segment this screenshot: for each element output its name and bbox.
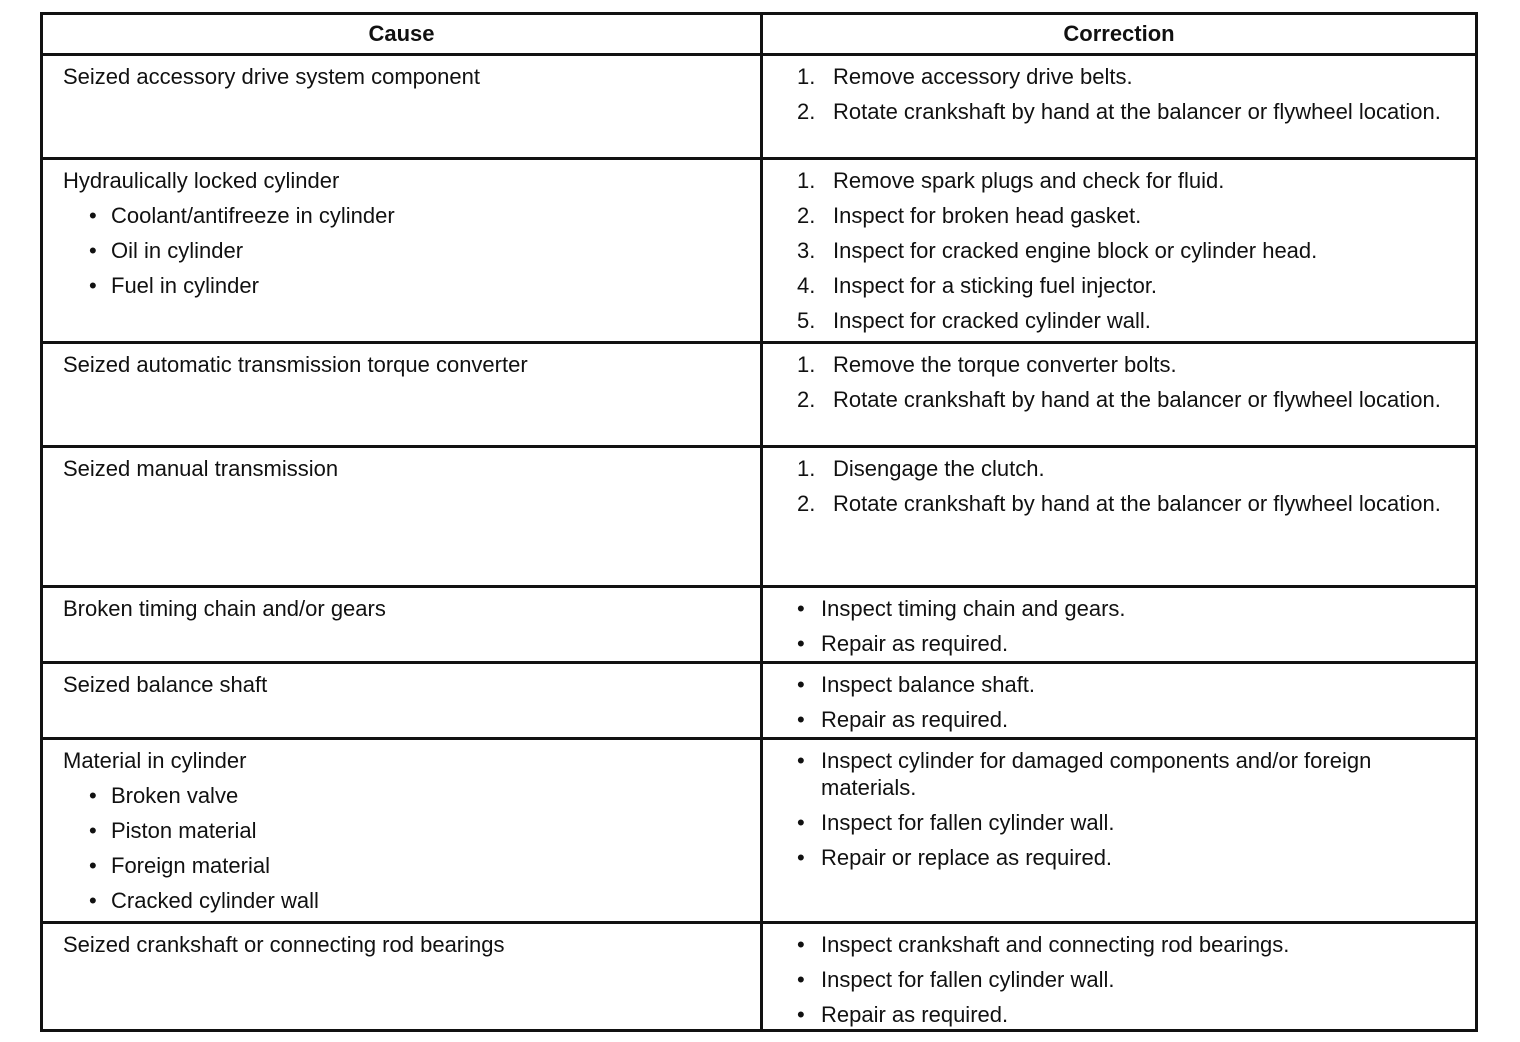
correction-cell bbox=[763, 924, 1475, 1029]
correction-text: Inspect balance shaft. bbox=[821, 672, 1036, 697]
bullet-icon: • bbox=[797, 845, 805, 870]
cause-text: Seized balance shaft bbox=[63, 672, 268, 697]
cause-cell bbox=[43, 344, 763, 445]
correction-item bbox=[797, 747, 1455, 801]
step-number: 2. bbox=[797, 99, 816, 124]
correction-text: Inspect for a sticking fuel injector. bbox=[833, 273, 1158, 298]
correction-text: Remove spark plugs and check for fluid. bbox=[833, 168, 1225, 193]
correction-item bbox=[797, 167, 1455, 194]
cause-text: Seized crankshaft or connecting rod bearings bbox=[63, 932, 505, 957]
bullet-icon: • bbox=[797, 707, 805, 732]
cause-sub-text: Piston material bbox=[111, 818, 257, 843]
correction-text: Inspect timing chain and gears. bbox=[821, 596, 1126, 621]
correction-text: Inspect for fallen cylinder wall. bbox=[821, 810, 1115, 835]
step-number: 5. bbox=[797, 308, 816, 333]
bullet-icon: • bbox=[89, 853, 97, 878]
correction-cell bbox=[763, 448, 1475, 585]
bullet-icon: • bbox=[89, 203, 97, 228]
cause-text: Seized manual transmission bbox=[63, 456, 339, 481]
cause-sub-item bbox=[89, 272, 760, 299]
correction-text: Disengage the clutch. bbox=[833, 456, 1045, 481]
bullet-icon: • bbox=[797, 748, 805, 773]
cause-sub-item bbox=[89, 817, 760, 844]
table-row bbox=[43, 341, 1475, 445]
step-number: 1. bbox=[797, 352, 816, 377]
bullet-icon: • bbox=[797, 932, 805, 957]
table-row bbox=[43, 661, 1475, 737]
correction-item bbox=[797, 931, 1455, 958]
correction-item bbox=[797, 307, 1455, 334]
bullet-icon: • bbox=[797, 672, 805, 697]
bullet-icon: • bbox=[89, 888, 97, 913]
correction-item bbox=[797, 966, 1455, 993]
bullet-icon: • bbox=[89, 783, 97, 808]
cause-sub-text: Cracked cylinder wall bbox=[111, 888, 319, 913]
correction-item bbox=[797, 63, 1455, 90]
correction-text: Inspect for cracked engine block or cylinder head. bbox=[833, 238, 1318, 263]
cause-cell bbox=[43, 924, 763, 1029]
table-row bbox=[43, 53, 1475, 157]
step-number: 2. bbox=[797, 203, 816, 228]
correction-item bbox=[797, 98, 1455, 125]
bullet-icon: • bbox=[797, 596, 805, 621]
step-number: 3. bbox=[797, 238, 816, 263]
correction-text: Inspect for cracked cylinder wall. bbox=[833, 308, 1151, 333]
bullet-icon: • bbox=[797, 967, 805, 992]
cause-cell bbox=[43, 56, 763, 157]
correction-text: Inspect for broken head gasket. bbox=[833, 203, 1142, 228]
correction-cell bbox=[763, 344, 1475, 445]
cause-text: Broken timing chain and/or gears bbox=[63, 596, 386, 621]
correction-item bbox=[797, 844, 1455, 871]
correction-item bbox=[797, 595, 1455, 622]
bullet-icon: • bbox=[797, 810, 805, 835]
cause-sub-item bbox=[89, 237, 760, 264]
correction-item bbox=[797, 809, 1455, 836]
correction-item bbox=[797, 237, 1455, 264]
correction-text: Repair or replace as required. bbox=[821, 845, 1113, 870]
correction-text: Remove accessory drive belts. bbox=[833, 64, 1133, 89]
bullet-icon: • bbox=[89, 818, 97, 843]
correction-text: Repair as required. bbox=[821, 1002, 1009, 1027]
table-row bbox=[43, 445, 1475, 585]
correction-item bbox=[797, 386, 1455, 413]
table-row bbox=[43, 585, 1475, 661]
cause-sub-item bbox=[89, 782, 760, 809]
cause-sub-item bbox=[89, 852, 760, 879]
bullet-icon: • bbox=[797, 1002, 805, 1027]
correction-text: Repair as required. bbox=[821, 707, 1009, 732]
correction-cell bbox=[763, 56, 1475, 157]
step-number: 1. bbox=[797, 456, 816, 481]
correction-item bbox=[797, 351, 1455, 378]
correction-item bbox=[797, 455, 1455, 482]
step-number: 1. bbox=[797, 168, 816, 193]
cause-sub-text: Coolant/antifreeze in cylinder bbox=[111, 203, 395, 228]
correction-cell bbox=[763, 588, 1475, 661]
correction-item bbox=[797, 202, 1455, 229]
correction-text: Inspect for fallen cylinder wall. bbox=[821, 967, 1115, 992]
cause-cell bbox=[43, 588, 763, 661]
correction-text: Inspect cylinder for damaged components and/or foreign materials. bbox=[821, 748, 1372, 800]
cause-sub-text: Oil in cylinder bbox=[111, 238, 244, 263]
correction-item bbox=[797, 490, 1455, 517]
bullet-icon: • bbox=[89, 273, 97, 298]
header-correction: Correction bbox=[1063, 21, 1175, 46]
correction-text: Rotate crankshaft by hand at the balancer or flywheel location. bbox=[833, 99, 1441, 124]
correction-text: Remove the torque converter bolts. bbox=[833, 352, 1177, 377]
cause-sub-item bbox=[89, 887, 760, 914]
cause-text: Material in cylinder bbox=[63, 748, 247, 773]
table-row bbox=[43, 921, 1475, 1029]
table-row bbox=[43, 157, 1475, 341]
table-row bbox=[43, 737, 1475, 921]
correction-item bbox=[797, 706, 1455, 733]
cause-sub-text: Foreign material bbox=[111, 853, 270, 878]
bullet-icon: • bbox=[89, 238, 97, 263]
step-number: 4. bbox=[797, 273, 816, 298]
cause-sub-text: Broken valve bbox=[111, 783, 239, 808]
cause-text: Seized automatic transmission torque converter bbox=[63, 352, 528, 377]
correction-text: Rotate crankshaft by hand at the balancer or flywheel location. bbox=[833, 491, 1441, 516]
correction-cell bbox=[763, 160, 1475, 341]
cause-text: Hydraulically locked cylinder bbox=[63, 168, 340, 193]
cause-sub-text: Fuel in cylinder bbox=[111, 273, 259, 298]
step-number: 2. bbox=[797, 491, 816, 516]
correction-text: Repair as required. bbox=[821, 631, 1009, 656]
cause-sub-item bbox=[89, 202, 760, 229]
correction-item bbox=[797, 1001, 1455, 1028]
correction-cell bbox=[763, 740, 1475, 921]
table-body bbox=[43, 53, 1475, 1029]
bullet-icon: • bbox=[797, 631, 805, 656]
step-number: 1. bbox=[797, 64, 816, 89]
correction-cell bbox=[763, 664, 1475, 737]
cause-cell bbox=[43, 740, 763, 921]
correction-item bbox=[797, 630, 1455, 657]
cause-cell bbox=[43, 160, 763, 341]
cause-cell bbox=[43, 664, 763, 737]
correction-text: Inspect crankshaft and connecting rod bearings. bbox=[821, 932, 1290, 957]
correction-item bbox=[797, 272, 1455, 299]
diagnostic-table bbox=[40, 12, 1478, 1032]
table-header bbox=[43, 15, 1475, 53]
header-cause: Cause bbox=[43, 15, 763, 53]
step-number: 2. bbox=[797, 387, 816, 412]
correction-text: Rotate crankshaft by hand at the balancer or flywheel location. bbox=[833, 387, 1441, 412]
correction-item bbox=[797, 671, 1455, 698]
cause-cell bbox=[43, 448, 763, 585]
cause-text: Seized accessory drive system component bbox=[63, 64, 480, 89]
